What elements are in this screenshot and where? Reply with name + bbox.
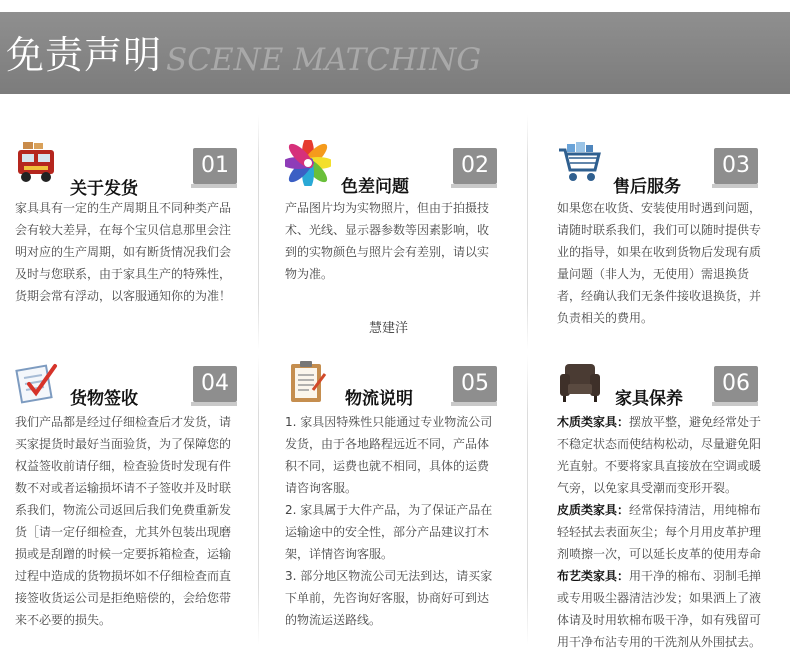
maintenance-section — [557, 499, 771, 565]
section-text: 经常保持清洁，用纯棉布轻轻拭去表面灰尘；每个月用皮革护理剂喷擦一次，可以延长皮革的使用寿命 — [557, 503, 762, 561]
card-number-badge: 04 — [193, 366, 237, 402]
section-label: 皮质类家具： — [557, 503, 630, 517]
logistics-item: 2. 家具属于大件产品，为了保证产品在运输途中的安全性，部分产品建议打木架，详情咨询客服。 — [285, 503, 493, 561]
logistics-item: 1. 家具因特殊性只能通过专业物流公司发货，由于各地路程远近不同，产品体积不同，运费也就不相同，具体的运费请咨询客服。 — [285, 415, 493, 495]
maintenance-section — [557, 565, 771, 653]
section-text: 摆放平整，避免经常处于不稳定状态而使结构松动，尽量避免阳光直射。不要将家具直接放在空调或暖气旁，以免家具受潮而变形开裂。 — [557, 415, 762, 495]
card-body — [285, 411, 499, 631]
checklist-icon — [15, 360, 61, 406]
card-shipping — [15, 140, 265, 340]
card-title: 货物签收 — [70, 389, 138, 409]
color-wheel-icon — [285, 140, 331, 186]
section-text: 用干净的棉布、羽制毛掸或专用吸尘器清洁沙发；如果洒上了液体请及时用软棉布吸干净，如有残留可用干净布沾专用的干洗剂从外围拭去。 — [557, 569, 762, 649]
section-label: 木质类家具： — [557, 415, 630, 429]
maintenance-section — [557, 411, 771, 499]
card-title: 物流说明 — [345, 389, 413, 409]
card-receipt — [15, 360, 265, 650]
armchair-icon — [557, 360, 603, 406]
page-subtitle: SCENE MATCHING — [166, 42, 482, 78]
card-body: 如果您在收货、安装使用时遇到问题，请随时联系我们，我们可以随时提供专业的指导，如果在收到货物后发现有质量问题（非人为，无使用）需退换货者，经确认我们无条件接收退换货，并负责相关的费用。 — [557, 201, 762, 325]
card-after-sales — [557, 140, 790, 340]
logistics-item: 3. 部分地区物流公司无法到达，请买家下单前，先咨询好客服，协商好可到达的物流运送路线。 — [285, 569, 493, 627]
card-maintenance — [557, 360, 790, 650]
page-title: 免责声明 — [6, 33, 163, 77]
card-number-badge: 03 — [714, 148, 758, 184]
header-banner — [0, 12, 790, 94]
card-number-badge: 02 — [453, 148, 497, 184]
card-body: 家具具有一定的生产周期且不同种类产品会有较大差异，在每个宝贝信息那里会注明对应的生产周期，如有断货情况我们会及时与您联系，由于家具生产的特殊性，货期会常有浮动，以客服通知你的为准！ — [15, 201, 232, 303]
section-label: 布艺类家具： — [557, 569, 630, 583]
watermark-text: 慧建洋 — [369, 321, 409, 336]
card-color-difference — [285, 140, 535, 340]
card-title: 售后服务 — [613, 177, 681, 197]
card-number-badge: 06 — [714, 366, 758, 402]
clipboard-icon — [285, 360, 331, 406]
card-title: 家具保养 — [615, 389, 683, 409]
card-body: 产品图片均为实物照片，但由于拍摄技术、光线、显示器参数等因素影响，收到的实物颜色与照片会有差别，请以实物为准。 — [285, 201, 490, 281]
card-number-badge: 05 — [453, 366, 497, 402]
top-strip — [0, 0, 790, 12]
card-title: 关于发货 — [70, 179, 138, 199]
card-title: 色差问题 — [341, 177, 409, 197]
shopping-cart-icon — [557, 140, 603, 186]
card-body: 我们产品都是经过仔细检查后才发货，请买家提货时最好当面验货，为了保障您的权益签收前请仔细，检查验货时发现有件数不对或者运输损坏请不子签收并及时联系我们，物流公司返回后我们免费重新发货［请一定仔细检查，尤其外包装出现磨损或是刮蹭的时候一定要拆箱检查，运输过程中造成的货物损坏如不仔细检查而直接签收货运公司是拒绝赔偿的，会给您带来不必要的损失。 — [15, 415, 232, 627]
card-logistics — [285, 360, 535, 650]
card-number-badge: 01 — [193, 148, 237, 184]
card-body — [557, 411, 771, 653]
delivery-truck-icon — [15, 140, 61, 186]
